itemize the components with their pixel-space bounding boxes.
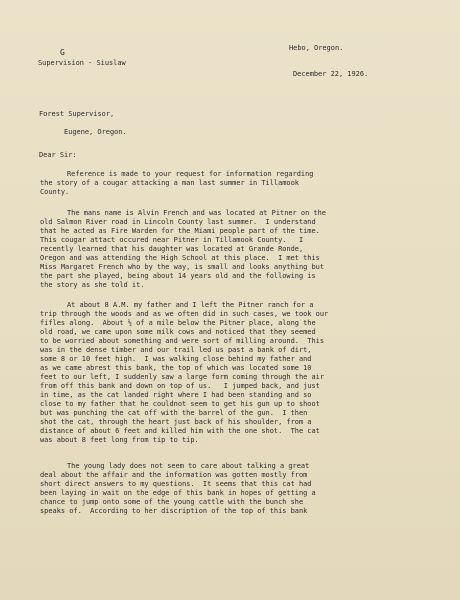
body-line: trip through the woods and as we often did in such cases, we took our	[40, 310, 329, 318]
body-line: Miss Margaret French who by the way, is small and looks anything but	[40, 263, 325, 271]
body-line: some 8 or 10 feet high. I was walking close behind my father and	[40, 355, 312, 363]
body-line: was in the dense timber and our trail led us past a bank of dirt,	[40, 346, 312, 354]
body-line: Reference is made to your request for information regarding	[67, 170, 314, 178]
body-line: The young lady does not seem to care about talking a great	[67, 462, 310, 470]
subject-line: Supervision - Siuslaw	[38, 59, 126, 67]
body-line: close to my father that he couldnot seem to get his gun up to shoot	[40, 400, 320, 408]
addressee: Forest Supervisor,	[39, 110, 115, 118]
body-line: The mans name is Alvin French and was located at Pitner on the	[67, 209, 326, 217]
body-line: that he acted as Fire Warden for the Miami people part of the time.	[40, 227, 320, 235]
body-line: old Salmon River road in Lincoln County last summer. I understand	[40, 218, 316, 226]
body-line: been laying in wait on the edge of this bank in hopes of getting a	[40, 489, 316, 497]
body-line: shot the cat, through the heart just back of his shoulder, from a	[40, 418, 312, 426]
body-line: speaks of. According to her discription of the top of this bank	[40, 507, 308, 515]
body-line: in time, as the cat landed right where I had been standing and so	[40, 391, 312, 399]
body-line: as we came abrest this bank, the top of which was located some 10	[40, 364, 312, 372]
body-line: chance to jump onto some of the young cattle with the bunch she	[40, 498, 304, 506]
body-line: to be worried about something and were sort of milling around. This	[40, 337, 325, 345]
body-line: the story as she told it.	[40, 281, 145, 289]
body-line: This cougar attact occured near Pitner in Tillamook County. I	[40, 236, 304, 244]
body-line: old road, we came upon some milk cows and noticed that they seemed	[40, 328, 316, 336]
salutation: Dear Sir:	[39, 151, 77, 159]
body-line: the part she played, being about 14 years old and the following is	[40, 272, 316, 280]
body-line: short direct answers to my questions. It seems that this cat had	[40, 480, 312, 488]
body-line: recently learned that his daughter was located at Grande Ronde,	[40, 245, 304, 253]
body-line: fifles along. About ½ of a mile below the Pitner place, along the	[40, 319, 316, 327]
body-line: the story of a cougar attacking a man last summer in Tillamook	[40, 179, 299, 187]
body-line: feet to our left, I suddenly saw a large form coming through the air	[40, 373, 325, 381]
body-line: from off this bank and down on top of us. I jumped back, and just	[40, 382, 320, 390]
letter-place: Hebo, Oregon.	[289, 44, 344, 52]
body-line: was about 8 feet long from tip to tip.	[40, 436, 199, 444]
body-line: County.	[40, 188, 70, 196]
addressee-city: Eugene, Oregon.	[64, 128, 127, 136]
file-mark: G	[60, 48, 65, 57]
body-line: deal about the affair and the information was gotten mostly from	[40, 471, 308, 479]
body-line: distance of about 6 feet and killed him with the one shot. The cat	[40, 427, 320, 435]
body-line: At about 8 A.M. my father and I left the Pitner ranch for a	[67, 301, 314, 309]
letter-date: December 22, 1926.	[293, 70, 369, 78]
body-line: but was punching the cat off with the barrel of the gun. I then	[40, 409, 308, 417]
body-line: Oregon and was attending the High School at this place. I met this	[40, 254, 320, 262]
